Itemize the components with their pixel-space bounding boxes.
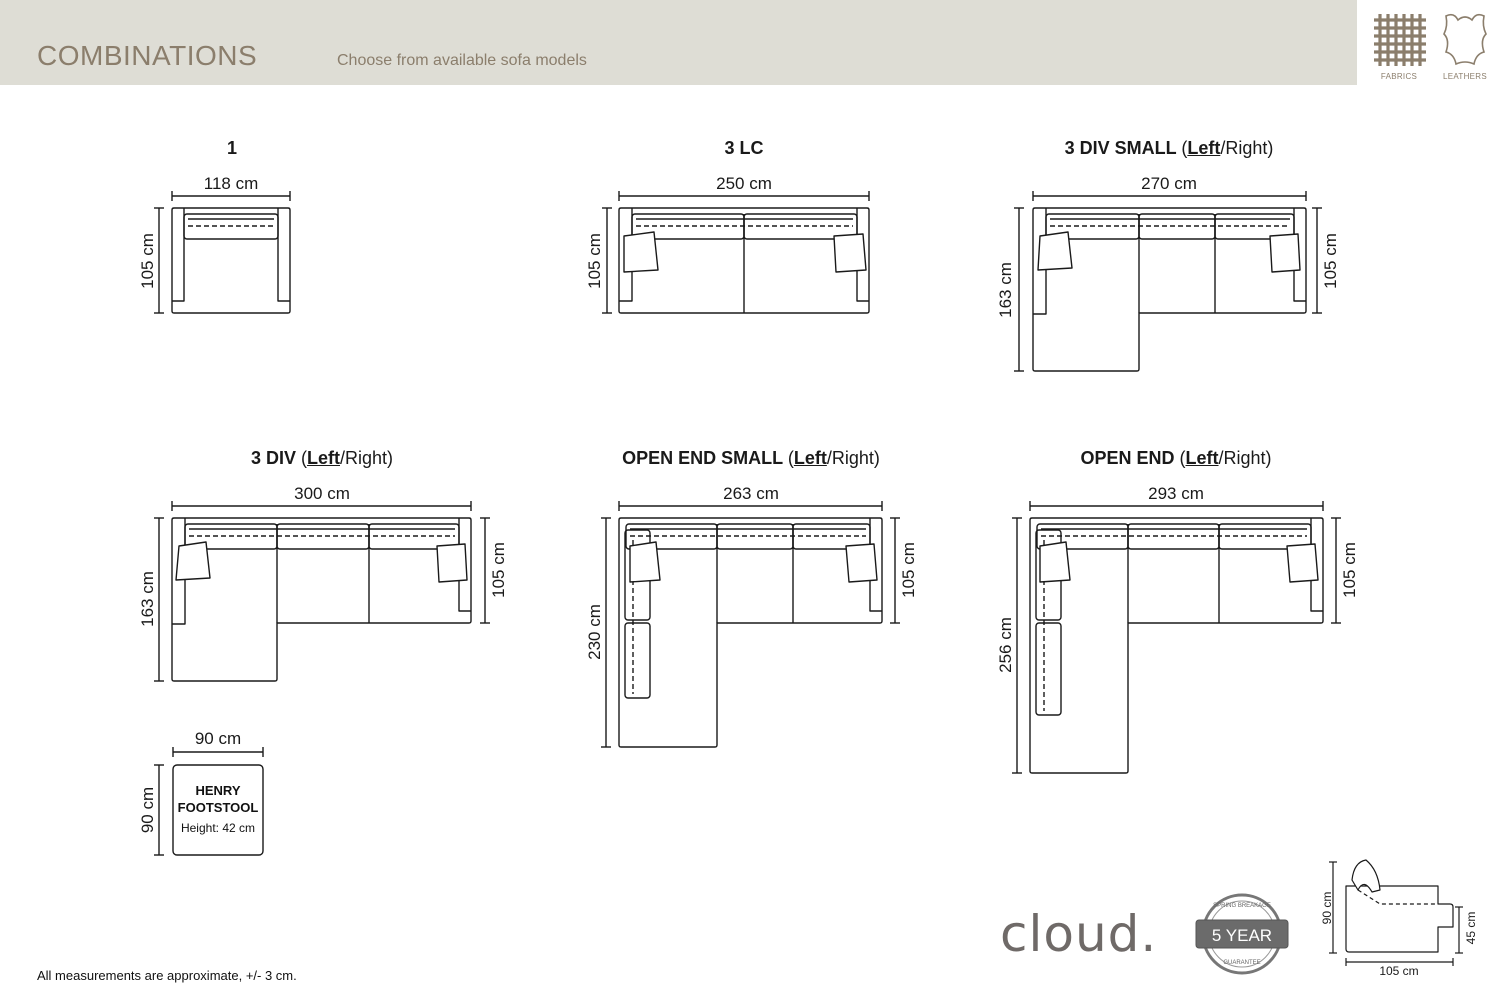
model-name: 1 bbox=[226, 138, 238, 158]
depth-label: 230 cm bbox=[585, 604, 604, 660]
sofa-diagram-open-end[interactable] bbox=[1012, 501, 1341, 773]
profile-height-label: 90 cm bbox=[1320, 891, 1334, 925]
side-open: ( bbox=[787, 448, 794, 468]
width-label: 250 cm bbox=[716, 174, 772, 193]
leathers-label: LEATHERS bbox=[1442, 72, 1488, 81]
profile-seat-height-label: 45 cm bbox=[1464, 911, 1478, 945]
guarantee-bottom-text: GUARANTEE bbox=[1223, 960, 1261, 966]
side-left-option[interactable]: Left bbox=[307, 448, 341, 468]
footstool-depth-label: 90 cm bbox=[138, 786, 157, 834]
sofa-diagram-3-div-small[interactable] bbox=[1014, 191, 1322, 371]
side-right-option[interactable]: /Right) bbox=[1218, 448, 1272, 468]
page-title: COMBINATIONS bbox=[37, 40, 258, 71]
model-name: 3 DIV bbox=[250, 448, 296, 468]
model-name: OPEN END bbox=[1080, 448, 1175, 468]
side-left-option[interactable]: Left bbox=[793, 448, 827, 468]
sofa-diagram-1[interactable] bbox=[154, 191, 290, 313]
depth2-label: 105 cm bbox=[899, 542, 918, 598]
side-profile-diagram bbox=[1329, 860, 1463, 966]
page-subtitle: Choose from available sofa models bbox=[337, 52, 587, 69]
depth-label: 256 cm bbox=[996, 617, 1015, 673]
guarantee-top-text: SPRING BREAKAGE bbox=[1213, 903, 1271, 909]
sofa-diagram-open-end-small[interactable] bbox=[601, 501, 900, 747]
width-label: 293 cm bbox=[1148, 484, 1204, 503]
side-open: ( bbox=[301, 448, 308, 468]
footstool-width-label: 90 cm bbox=[194, 729, 242, 748]
width-label: 263 cm bbox=[723, 484, 779, 503]
footstool-name-line1: HENRY bbox=[195, 783, 241, 798]
side-left-option[interactable]: Left bbox=[1187, 138, 1221, 158]
depth-label: 163 cm bbox=[996, 262, 1015, 318]
side-right-option[interactable]: /Right) bbox=[1220, 138, 1274, 158]
depth-label: 105 cm bbox=[138, 233, 157, 289]
model-name: 3 DIV SMALL bbox=[1064, 138, 1177, 158]
side-open: ( bbox=[1181, 138, 1188, 158]
model-name: 3 LC bbox=[724, 138, 764, 158]
width-label: 270 cm bbox=[1141, 174, 1197, 193]
measurement-footnote: All measurements are approximate, +/- 3 cm. bbox=[37, 968, 297, 983]
sofa-diagram-3-div[interactable] bbox=[154, 501, 490, 681]
depth2-label: 105 cm bbox=[1340, 542, 1359, 598]
depth-label: 163 cm bbox=[138, 571, 157, 627]
side-right-option[interactable]: /Right) bbox=[826, 448, 880, 468]
width-label: 300 cm bbox=[294, 484, 350, 503]
depth-label: 105 cm bbox=[585, 233, 604, 289]
profile-depth-label: 105 cm bbox=[1379, 964, 1419, 978]
footstool-name-line2: FOOTSTOOL bbox=[177, 800, 259, 815]
guarantee-main-text: 5 YEAR bbox=[1211, 926, 1273, 945]
cloud-logo: cloud. bbox=[1000, 905, 1158, 963]
width-label: 118 cm bbox=[203, 174, 259, 193]
footstool-card[interactable] bbox=[173, 765, 263, 855]
footstool-height: Height: 42 cm bbox=[180, 821, 256, 835]
sofa-diagram-3-lc[interactable] bbox=[602, 191, 869, 313]
side-left-option[interactable]: Left bbox=[1185, 448, 1219, 468]
fabrics-label: FABRICS bbox=[1380, 72, 1418, 81]
depth2-label: 105 cm bbox=[489, 542, 508, 598]
depth2-label: 105 cm bbox=[1321, 233, 1340, 289]
side-open: ( bbox=[1179, 448, 1186, 468]
side-right-option[interactable]: /Right) bbox=[340, 448, 394, 468]
model-name: OPEN END SMALL bbox=[622, 448, 783, 468]
